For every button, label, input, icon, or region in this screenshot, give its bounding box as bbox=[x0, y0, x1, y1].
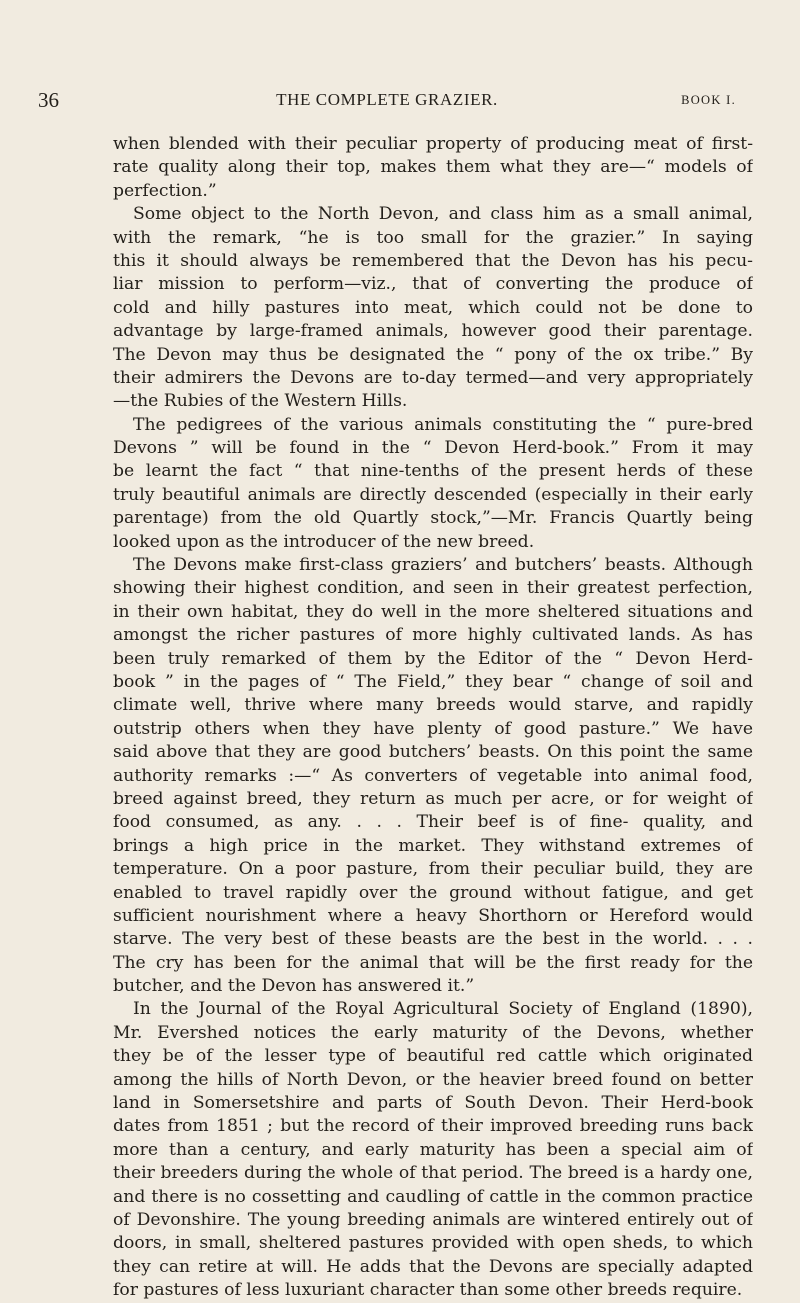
text-line: amongst the richer pastures of more highly cultivated lands. As has bbox=[113, 625, 753, 646]
text-line: brings a high price in the market. They withstand extremes of bbox=[113, 835, 753, 856]
text-line: temperature. On a poor pasture, from their peculiar build, they are bbox=[113, 859, 753, 880]
text-line: Some object to the North Devon, and class him as a small animal, bbox=[133, 204, 753, 225]
text-line: The Devons make first-class graziers’ and butchers’ beasts. Although bbox=[133, 555, 753, 576]
text-line: parentage) from the old Quartly stock,”—Mr. Francis Quartly being bbox=[113, 508, 753, 529]
text-line: their breeders during the whole of that period. The breed is a hardy one, bbox=[113, 1163, 753, 1184]
text-line: among the hills of North Devon, or the heavier breed found on better bbox=[113, 1069, 753, 1090]
text-line: butcher, and the Devon has answered it.” bbox=[113, 976, 475, 997]
text-line: sufficient nourishment where a heavy Shorthorn or Hereford would bbox=[113, 905, 753, 926]
text-line: breed against breed, they return as much per acre, or for weight of bbox=[113, 788, 753, 809]
text-line: authority remarks :—“ As converters of vegetable into animal food, bbox=[113, 765, 753, 786]
text-line: and there is no cossetting and caudling of cattle in the common practice bbox=[113, 1186, 753, 1207]
text-line: showing their highest condition, and seen in their greatest perfection, bbox=[113, 578, 753, 599]
body-text bbox=[113, 133, 753, 1303]
text-line: in their own habitat, they do well in the more sheltered situations and bbox=[113, 601, 753, 622]
text-line: looked upon as the introducer of the new breed. bbox=[113, 531, 535, 552]
text-line: climate well, thrive where many breeds would starve, and rapidly bbox=[113, 695, 753, 716]
text-line: liar mission to perform—viz., that of converting the produce of bbox=[113, 274, 753, 295]
text-line: land in Somersetshire and parts of South Devon. Their Herd-book bbox=[113, 1093, 753, 1114]
page-header bbox=[38, 88, 736, 114]
text-line: more than a century, and early maturity has been a special aim of bbox=[113, 1139, 753, 1160]
page-number: 36 bbox=[38, 88, 59, 112]
text-line: truly beautiful animals are directly descended (especially in their early bbox=[113, 484, 753, 505]
text-line: of Devonshire. The young breeding animals are wintered entirely out of bbox=[113, 1209, 753, 1230]
text-line: be learnt the fact “ that nine-tenths of the present herds of these bbox=[113, 461, 753, 482]
book-label: BOOK I. bbox=[681, 93, 736, 107]
text-line: In the Journal of the Royal Agricultural Society of England (1890), bbox=[133, 999, 753, 1020]
text-line: for pastures of less luxuriant character than some other breeds require. bbox=[113, 1280, 743, 1301]
text-line: they be of the lesser type of beautiful red cattle which originated bbox=[113, 1046, 753, 1067]
text-line: when blended with their peculiar property of producing meat of first- bbox=[113, 134, 753, 154]
text-line: The Devon may thus be designated the “ pony of the ox tribe.” By bbox=[113, 344, 753, 365]
text-line: outstrip others when they have plenty of good pasture.” We have bbox=[113, 718, 753, 739]
text-line: advantage by large-framed animals, however good their parentage. bbox=[113, 321, 753, 342]
text-line: The cry has been for the animal that will be the first ready for the bbox=[113, 952, 753, 973]
text-line: been truly remarked of them by the Editor of the “ Devon Herd- bbox=[113, 648, 753, 669]
text-line: Mr. Evershed notices the early maturity of the Devons, whether bbox=[113, 1022, 753, 1043]
running-head: THE COMPLETE GRAZIER. bbox=[276, 90, 498, 109]
text-line: perfection.” bbox=[113, 180, 217, 201]
text-line: dates from 1851 ; but the record of their improved breeding runs back bbox=[113, 1116, 753, 1137]
text-line: their admirers the Devons are to-day termed—and very appropriately bbox=[113, 367, 753, 388]
text-line: Devons ” will be found in the “ Devon Herd-book.” From it may bbox=[113, 438, 753, 459]
text-line: The pedigrees of the various animals constituting the “ pure-bred bbox=[133, 414, 753, 435]
text-line: they can retire at will. He adds that the Devons are specially adapted bbox=[113, 1256, 753, 1277]
text-line: cold and hilly pastures into meat, which could not be done to bbox=[113, 297, 753, 318]
text-line: food consumed, as any. . . . Their beef is of fine- quality, and bbox=[113, 812, 753, 833]
text-line: rate quality along their top, makes them what they are—“ models of bbox=[113, 157, 753, 178]
text-line: enabled to travel rapidly over the ground without fatigue, and get bbox=[113, 882, 753, 903]
text-line: book ” in the pages of “ The Field,” they bear “ change of soil and bbox=[113, 671, 753, 692]
text-line: this it should always be remembered that the Devon has his pecu- bbox=[113, 250, 753, 271]
text-line: starve. The very best of these beasts are the best in the world. . . . bbox=[113, 929, 753, 950]
text-line: with the remark, “he is too small for the grazier.” In saying bbox=[113, 227, 753, 248]
text-line: said above that they are good butchers’ beasts. On this point the same bbox=[113, 742, 753, 763]
text-line: doors, in small, sheltered pastures provided with open sheds, to which bbox=[113, 1233, 753, 1254]
text-line: —the Rubies of the Western Hills. bbox=[113, 391, 408, 412]
